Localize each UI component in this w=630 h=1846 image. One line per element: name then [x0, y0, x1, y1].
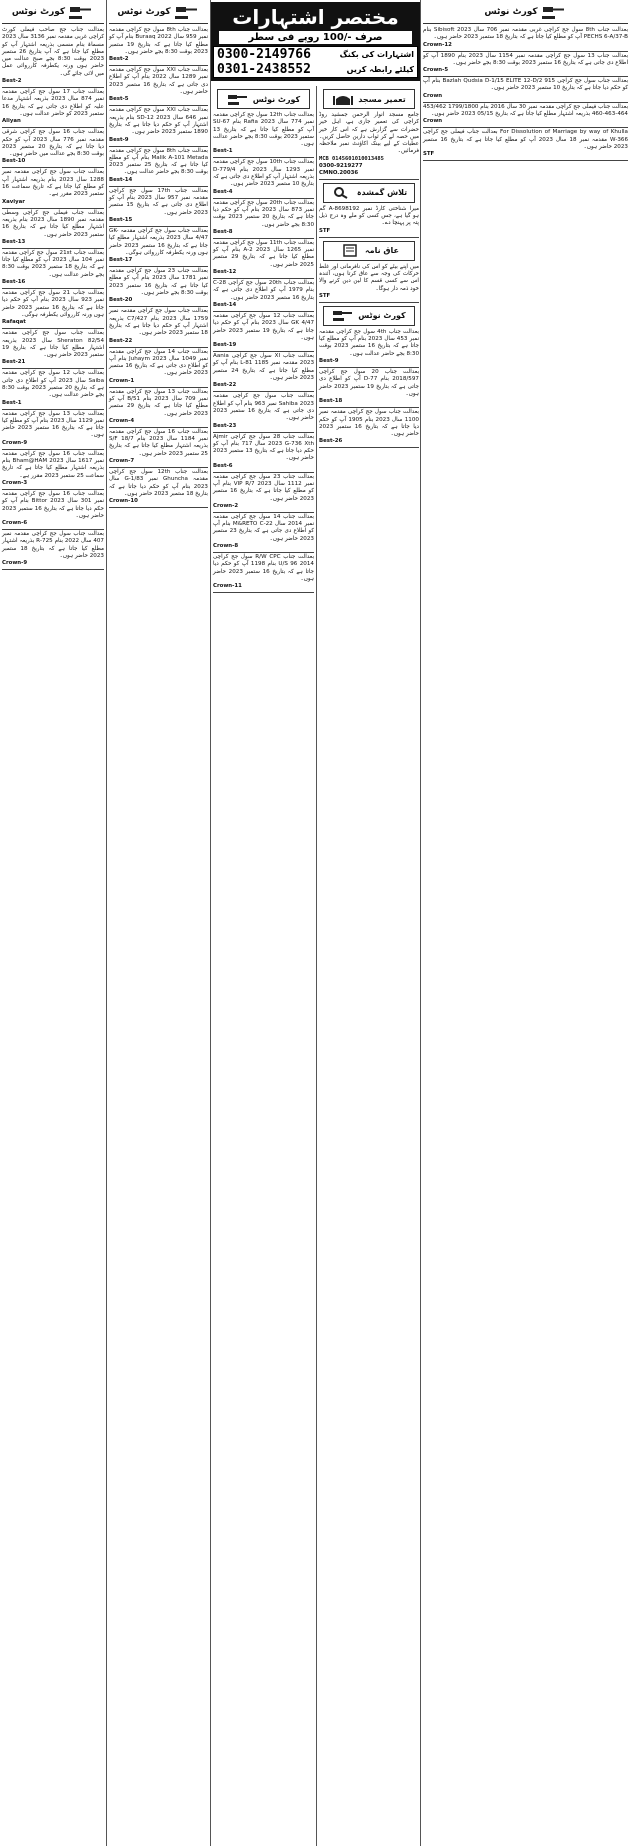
notice-text: بعدالت جناب R/W CPC سول جج کراچی U/S 96 2014 بنام 1198 آپ کو حکم دیا جاتا ہے کہ بتاریخ 16 ستمبر 2023 حاضر ہوں۔: [213, 554, 315, 582]
notice-text: بعدالت جناب 16 سول جج کراچی مقدمہ نمبر 1184 سال 2023 بنام 18/7 S/F بذریعہ اشتہار مطلع کیا جاتا ہے کہ بتاریخ 25 ستمبر 2023 حاضر ہوں۔: [109, 428, 209, 457]
gavel-icon: [227, 93, 249, 106]
notice-code: Best-17: [109, 257, 133, 264]
court-notice-ad: [2, 530, 104, 570]
notice-code: Best-9: [319, 358, 339, 365]
court-notice-header: [2, 1, 104, 24]
notice-code: Best-2: [109, 56, 129, 63]
court-notice-title: کورٹ نوٹس: [117, 7, 171, 17]
notice-text: بعدالت جناب فیملی جج کراچی مقدمہ نمبر 30 سال 2016 بنام 1799/1800 453/462 464-463-460 بذریعہ اشتہار مطلع کیا جاتا ہے کہ بتاریخ 05/15 2023 حاضر ہوں۔: [423, 103, 629, 118]
court-notice-ad: [213, 392, 314, 432]
phone-number-2: 0301-2438552: [217, 62, 311, 77]
notice-text: بعدالت جناب سول جج کراچی مقدمہ Sheraton 82/54 سال 2023 بذریعہ اشتہار مطلع کیا جاتا ہے کہ بتاریخ 19 ستمبر 2023 حاضر ہوں۔: [2, 330, 105, 359]
court-notice-ad: [319, 408, 419, 448]
gavel-icon: [332, 309, 354, 322]
court-notice-ad: [109, 468, 208, 508]
court-notice-ad: [2, 26, 104, 88]
notice-text: بعدالت جناب سول جج کراچی مقدمہ نمبر 407 سال 2022 بنام 725-R بذریعہ اشتہار مطلع کیا جاتا ہے کہ بتاریخ 18 ستمبر 2023 حاضر ہوں۔: [2, 531, 104, 560]
column-5: [420, 0, 630, 1846]
phone-row-1: [214, 47, 417, 62]
court-notice-ad: [213, 111, 314, 158]
notice-text: بعدالت جناب فیملی جج کراچی وسطی مقدمہ نمبر 1890 سال 2023 بنام بذریعہ اشتہار مطلع کیا جاتا ہے کہ بتاریخ 16 ستمبر 2023 حاضر ہوں۔: [2, 209, 104, 238]
mosque-text: جامع مسجد انوار الرحمن جمشید روڈ کراچی کی تعمیر جاری ہے، اہل خیر حضرات سے گزارش ہے کہ اس کار خیر میں حصہ لے کر ثواب دارین حاصل کریں۔ عطیات کے لیے بینک اکاؤنٹ نمبر ملاحظہ فرمائیں۔: [319, 112, 419, 155]
notice-text: بعدالت جناب 13 سول جج کراچی مقدمہ نمبر 709 سال 2023 بنام 51/B آپ کو مطلع کیا جاتا ہے کہ بتاریخ 29 ستمبر 2023 حاضر ہوں۔: [109, 388, 209, 417]
column-4: [316, 86, 420, 1846]
lost-title: تلاش گمشدہ: [356, 188, 408, 198]
court-notice-header: [217, 89, 310, 109]
court-notice-ad: [213, 199, 314, 239]
notice-text: بعدالت جناب 12th سول جج کراچی مقدمہ نمبر 774 سال 2023 Rafia بنام SU-67 آپ کو مطلع کیا جاتا ہے کہ بتاریخ 13 ستمبر 2023 بوقت 8:30 بجے حاضر عدالت ہوں۔: [213, 112, 315, 148]
court-notice-ad: [213, 433, 314, 473]
court-notice-ad: [2, 490, 104, 530]
court-notice-ad: [423, 103, 628, 129]
notice-code: Best-1: [213, 148, 233, 155]
mcb-account: MCB 0145601010013485: [319, 155, 384, 162]
notice-text: بعدالت جناب 21 سول جج کراچی مقدمہ نمبر 923 سال 2023 بنام آپ کو حکم دیا جاتا ہے کہ بتاریخ 16 ستمبر 2023 حاضر ہوں ورنہ کارروائی یکطرفہ ہوگی۔: [2, 290, 104, 318]
gavel-icon: [174, 4, 200, 20]
masthead-title: مختصر اشتہارات: [232, 5, 399, 29]
disown-title: عاق نامہ: [364, 246, 400, 256]
court-notice-ad: [109, 66, 208, 106]
notice-code: Aliyan: [2, 118, 21, 125]
notice-code: Best-13: [2, 238, 26, 245]
court-notice-ad: [2, 450, 104, 490]
court-notice-ad: [109, 106, 208, 146]
court-notice-ad: [109, 147, 208, 187]
court-notice-ad: [2, 289, 104, 329]
court-notice-ad: [319, 328, 419, 368]
notice-code: Crown-7: [109, 458, 135, 465]
mosque-phone: 0300-9219277: [319, 162, 363, 169]
notice-text: بعدالت جناب 16 سول جج کراچی مقدمہ نمبر 1617 سال 2023 Bham@HAM بنام بذریعہ اشتہار مطلع کیا جاتا ہے کہ تاریخ سماعت 25 ستمبر 2023 مقرر ہے۔: [2, 450, 105, 479]
notice-code: Best-15: [109, 216, 133, 223]
column-1: [0, 0, 106, 1846]
court-notice-ad: [423, 128, 628, 161]
notice-text: بعدالت جناب سول جج کراچی مقدمہ نمبر 1100 سال 2023 بنام 1905 آپ کو حکم دیا جاتا ہے کہ بتاریخ 16 ستمبر 2023 حاضر ہوں۔: [319, 409, 419, 438]
notice-code: Crown-9: [2, 560, 28, 567]
notice-code: Crown-2: [213, 502, 239, 509]
notice-text: بعدالت جناب 13 سول جج کراچی مقدمہ نمبر 1154 سال 2023 بنام 1890 آپ کو اطلاع دی جاتی ہے کہ بتاریخ 16 ستمبر 2023 بوقت 8:30 بجے حاضر ہوں۔: [423, 52, 629, 66]
notice-code: Crown-4: [109, 417, 135, 424]
notice-code: Best-14: [213, 301, 237, 308]
court-notice-ad: [423, 77, 628, 103]
court-notice-ad: [109, 348, 208, 388]
court-notice-ad: [2, 369, 104, 409]
document-icon: [339, 244, 361, 257]
notice-code: Best-12: [213, 269, 237, 276]
notice-code: Crown-10: [109, 498, 138, 505]
court-notice-ad: [2, 168, 104, 208]
notice-text: بعدالت جناب سول جج کراچی مقدمہ نمبر 1759 سال 2023 بنام 427/C7 بذریعہ اشتہار آپ کو حکم دیا جاتا ہے کہ بتاریخ 18 ستمبر 2023 حاضر ہوں۔: [109, 308, 209, 337]
notice-text: بعدالت جناب XXI سول جج کراچی مقدمہ نمبر 646 سال 2023 SD-12 بنام بذریعہ اشتہار آپ کو حکم دیا جاتا ہے کہ بتاریخ 1890 ستمبر 2023 حاضر ہوں۔: [109, 107, 209, 136]
notice-code: Crown-1: [109, 377, 135, 384]
notice-text: بعدالت جناب 20 سول جج کراچی 2018/597 بنام D-77 آپ کو اطلاع دی جاتی ہے کہ بتاریخ 19 ستمبر 2023 حاضر ہوں۔: [319, 369, 419, 397]
court-notice-header: [323, 306, 415, 326]
court-notice-ad: [213, 352, 314, 392]
court-notice-ad: [2, 249, 104, 289]
notice-code: Best-14: [109, 176, 133, 183]
court-notice-ad: [109, 187, 208, 227]
gavel-icon: [541, 4, 567, 20]
notice-code: Crown-3: [2, 479, 28, 486]
notice-code: Best-22: [213, 382, 237, 389]
notice-text: بعدالت جناب 28 سول جج کراچی Ajmir 2023 G-736 Xth سال 717 بنام آپ کو حکم دیا جاتا ہے کہ بتاریخ 13 ستمبر 2023 حاضر ہوں۔: [213, 433, 315, 462]
construction-header: [323, 89, 415, 109]
notice-code: Best-26: [319, 438, 343, 445]
notice-code: Best-19: [213, 342, 237, 349]
notice-code: Crown-8: [213, 543, 239, 550]
notice-code: Best-10: [2, 158, 26, 165]
gavel-icon: [68, 4, 94, 20]
court-notice-title: کورٹ نوٹس: [358, 311, 406, 321]
court-notice-title: کورٹ نوٹس: [11, 7, 66, 17]
notice-code: Best-4: [213, 188, 233, 195]
notice-code: Best-8: [213, 228, 233, 235]
court-notice-ad: [2, 88, 104, 128]
notice-text: بعدالت جناب 8th سول جج کراچی مقدمہ نمبر 959 سال 2022 Buraaq بنام آپ کو مطلع کیا جاتا ہے کہ بتاریخ 19 ستمبر 2023 بوقت 8:30 بجے حاضر ہوں۔: [109, 27, 209, 55]
phone-note-1: اشتہارات کی بکنگ: [339, 50, 414, 59]
court-notice-ad: [2, 410, 104, 450]
notice-code: Best-21: [2, 359, 26, 366]
notice-text: بعدالت جناب XXI سول جج کراچی مقدمہ نمبر 1289 سال 2022 بنام آپ کو اطلاع دی جاتی ہے کہ بتاریخ 16 ستمبر 2023 حاضر ہوں۔: [109, 67, 208, 96]
lost-text: میرا شناختی کارڈ نمبر 8698192-A گم ہو گیا ہے، جس کسی کو ملے وہ درج ذیل پتہ پر پہنچا دے۔: [319, 205, 419, 227]
column-2: [106, 0, 210, 1846]
court-notice-ad: [213, 312, 314, 352]
notice-text: For Dissolution of Marriage by way of Khulla بعدالت جناب فیملی جج کراچی W-366 مقدمہ نمبر 18 سال 2023 آپ کو مطلع کیا جاتا ہے کہ بتاریخ 16 ستمبر 2023 حاضر ہوں۔: [423, 129, 629, 150]
notice-code: Best-23: [213, 422, 237, 429]
court-notice-ad: [213, 239, 314, 279]
notice-text: بعدالت جناب 16 سول جج کراچی مقدمہ نمبر 301 سال 2023 Bittor بنام آپ کو حکم دیا جاتا ہے کہ بتاریخ 16 ستمبر 2023 حاضر ہوں۔: [2, 490, 105, 519]
court-notice-ad: [213, 158, 314, 198]
disown-header: [323, 241, 415, 261]
court-notice-ad: [423, 52, 628, 78]
notice-code: Crown-9: [2, 439, 28, 446]
notice-text: بعدالت جناب 12th سول جج کراچی مقدمہ Ghuncha نمبر G-1/83 سال 2023 بنام آپ کو حکم دیا جاتا ہے کہ بتاریخ 18 ستمبر 2023 حاضر ہوں۔: [109, 469, 208, 497]
notice-text: بعدالت جناب 13 سول جج کراچی مقدمہ نمبر 1129 سال 2023 بنام آپ کو مطلع کیا جاتا ہے کہ بتاریخ 16 ستمبر 2023 حاضر ہوں۔: [1, 410, 104, 439]
court-notice-title: کورٹ نوٹس: [252, 94, 301, 104]
court-notice-ad: [213, 553, 314, 593]
notice-text: بعدالت جناب 20th سول جج کراچی مقدمہ نمبر 873 سال 2023 بنام آپ کو حکم دیا جاتا ہے کہ بتاریخ 20 ستمبر 2023 بوقت 8:30 بجے حاضر ہوں۔: [213, 199, 314, 228]
court-notice-ad: [213, 279, 314, 312]
notice-code: Best-20: [109, 297, 133, 304]
court-notice-ad: [109, 227, 208, 267]
notice-text: بعدالت جناب سول جج کراچی مقدمہ نمبر 1288 سال 2023 بنام بذریعہ اشتہار آپ کو مطلع کیا جاتا ہے کہ تاریخ سماعت 16 ستمبر 2023 مقرر ہے۔: [2, 169, 104, 198]
notice-code: Best-22: [109, 337, 133, 344]
notice-text: بعدالت جناب 12 سول جج کراچی مقدمہ Saiba سال 2023 آپ کو اطلاع دی جاتی ہے کہ بتاریخ 20 ستمبر 2023 بوقت 8:30 بجے حاضر عدالت ہوں۔: [2, 370, 104, 399]
phone-note-2: کیلئے رابطہ کریں: [346, 65, 414, 74]
court-notice-header: [109, 1, 208, 24]
construction-title: تعمیر مسجد: [358, 94, 406, 104]
notice-text: بعدالت جناب 14 سول جج کراچی مقدمہ نمبر 1049 سال 2023 Juhaym بنام آپ کو اطلاع دی جاتی ہے کہ بتاریخ 16 ستمبر 2023 حاضر ہوں۔: [109, 348, 209, 377]
notice-text: بعدالت جناب 20th سول جج کراچی C-28 بنام 1979 آپ کو اطلاع دی جاتی ہے کہ بتاریخ 16 ستمبر 2023 حاضر ہوں۔: [213, 280, 314, 301]
notice-code: Xaviyar: [2, 198, 25, 205]
notice-code: Crown-12: [423, 41, 452, 48]
lost-header: [323, 183, 415, 203]
notice-text: بعدالت جناب 8th سول جج کراچی غربی مقدمہ نمبر 706 سال 2023 Sibisoft بنام PECHS 6-A/37-B آپ کو مطلع کیا جاتا ہے کہ بتاریخ 18 ستمبر 2023 حاضر ہوں۔: [423, 27, 628, 41]
lost-code: STF: [319, 227, 331, 234]
court-notice-ad: [109, 26, 208, 66]
masthead-rate: صرف -/100 روپے فی سطر: [219, 31, 412, 44]
court-notice-ad: [109, 388, 208, 428]
lost-cnic-ad: [319, 205, 419, 238]
notice-text: بعدالت جناب 4th سول جج کراچی مقدمہ نمبر 453 سال 2023 بنام آپ کو مطلع کیا جاتا ہے کہ بتاریخ 16 ستمبر 2023 بوقت 8:30 بجے حاضر عدالت ہوں۔: [319, 328, 420, 357]
notice-text: بعدالت جناب XI سول جج کراچی Aania 2023 مقدمہ نمبر 1185 L-81 بنام آپ کو مطلع کیا جاتا ہے کہ بتاریخ 24 ستمبر 2023 حاضر ہوں۔: [213, 353, 315, 382]
notice-code: Crown-11: [213, 583, 242, 590]
court-notice-ad: [213, 473, 314, 513]
notice-text: بعدالت جناب جج صاحب فیملی کورٹ کراچی غربی مقدمہ نمبر 3136 سال 2023 مسماۃ بنام مسمی بذریعہ اشتہار آپ کو مطلع کیا جاتا ہے کہ آپ بتاریخ 26 ستمبر 2023 بوقت 8:30 بجے صبح عدالت میں حاضر ہوں ورنہ یکطرفہ کارروائی عمل میں لائی جائے گی۔: [2, 27, 105, 77]
court-notice-ad: [319, 368, 419, 408]
notice-code: Best-18: [319, 398, 343, 405]
notice-code: STF: [423, 151, 435, 158]
court-notice-ad: [2, 209, 104, 249]
notice-text: بعدالت جناب سول جج کراچی 915 Bazlah Qudsia D-1/15 ELITE 12-D/2 بنام آپ کو حکم دیا جاتا ہے کہ بتاریخ 10 ستمبر 2023 حاضر ہوں۔: [423, 78, 629, 92]
notice-text: بعدالت جناب 14 سول جج کراچی مقدمہ نمبر 2014 سال M&RETO C-22 بنام آپ کو اطلاع دی جاتی ہے کہ بتاریخ 23 ستمبر 2023 حاضر ہوں۔: [213, 513, 315, 542]
center-block: [210, 0, 420, 1846]
notice-text: بعدالت جناب 17th سول جج کراچی مقدمہ نمبر 957 سال 2023 بنام آپ کو اطلاع دی جاتی ہے کہ بتاریخ 15 ستمبر 2023 حاضر ہوں۔: [109, 187, 208, 216]
notice-code: Best-16: [2, 279, 26, 286]
notice-code: Rafaqat: [2, 319, 26, 326]
disown-ad: [319, 263, 419, 303]
notice-text: بعدالت جناب 10th سول جج کراچی مقدمہ نمبر 1293 سال 2023 بنام 779/4-D بذریعہ اشتہار آپ کو اطلاع دی جاتی ہے کہ بتاریخ 10 ستمبر 2023 حاضر ہوں۔: [213, 159, 315, 188]
mosque-construction-ad: [319, 111, 419, 180]
notice-code: Best-6: [213, 462, 233, 469]
mosque-code: CMNO.20036: [319, 169, 359, 176]
notice-code: Best-2: [2, 78, 22, 85]
mosque-icon: [332, 93, 354, 106]
notice-text: بعدالت جناب 23 سول جج کراچی مقدمہ نمبر 1781 سال 2023 بنام آپ کو مطلع کیا جاتا ہے کہ بتاریخ 16 ستمبر 2023 بوقت 8:30 بجے حاضر ہوں۔: [109, 268, 209, 297]
notice-text: بعدالت جناب 17 سول جج کراچی مقدمہ نمبر 874 سال 2023 بذریعہ اشتہار مدعا علیہ کو اطلاع دی جاتی ہے کہ بتاریخ 16 ستمبر 2023 کو حاضر عدالت ہوں۔: [2, 89, 104, 117]
notice-text: بعدالت جناب 23 سول جج کراچی مقدمہ نمبر 1112 سال 2023 VIP R/7 بنام آپ کو مطلع کیا جاتا ہے کہ بتاریخ 16 ستمبر 2023 حاضر ہوں۔: [213, 473, 315, 502]
masthead: [211, 2, 420, 81]
court-notice-header: [423, 1, 628, 24]
notice-code: Crown-6: [2, 520, 28, 527]
court-notice-ad: [109, 428, 208, 468]
notice-text: بعدالت جناب سول جج کراچی مقدمہ GK-4/47 سال 2023 بذریعہ اشتہار مطلع کیا جاتا ہے کہ بتاریخ 16 ستمبر 2023 حاضر ہوں ورنہ یکطرفہ کارروائی ہوگی۔: [109, 227, 208, 256]
notice-text: بعدالت جناب 8th سول جج کراچی مقدمہ Malik A-101 Metada بنام آپ کو مطلع کیا جاتا ہے کہ بتاریخ 25 ستمبر 2023 بوقت 8:30 بجے حاضر عدالت ہوں۔: [109, 147, 208, 176]
disown-text: میں اپنے بیٹے کو اس کی نافرمانی اور غلط حرکات کی وجہ سے عاق کرتا ہوں، آئندہ اس سے کسی قسم کا لین دین کرنے والا خود ذمہ دار ہوگا۔: [319, 263, 419, 292]
notice-text: بعدالت جناب 11th سول جج کراچی مقدمہ نمبر 1265 سال 2023 A-2 بنام آپ کو مطلع کیا جاتا ہے کہ بتاریخ 29 ستمبر 2025 حاضر ہوں۔: [213, 239, 314, 268]
notice-text: بعدالت جناب سول جج کراچی مقدمہ Sahiba 2023 نمبر 963 بنام آپ کو اطلاع دی جاتی ہے کہ بتاریخ 16 ستمبر 2023 حاضر ہوں۔: [213, 393, 314, 422]
booking-phones: [213, 46, 418, 78]
notice-code: Crown: [423, 118, 443, 125]
notice-code: Best-9: [109, 136, 129, 143]
notice-code: Crown-5: [423, 67, 449, 74]
court-notice-title: کورٹ نوٹس: [484, 7, 538, 17]
notice-text: بعدالت جناب 12 سول جج کراچی مقدمہ GK 4/47 سال 2023 بنام آپ کو حکم دیا جاتا ہے کہ بتاریخ 19 ستمبر 2023 حاضر ہوں۔: [213, 312, 315, 341]
phone-number-1: 0300-2149766: [217, 47, 311, 62]
notice-code: Best-1: [2, 399, 22, 406]
disown-code: STF: [319, 292, 331, 299]
notice-code: Best-5: [109, 96, 129, 103]
court-notice-ad: [2, 329, 104, 369]
notice-code: Crown: [423, 92, 443, 99]
court-notice-ad: [213, 513, 314, 553]
notice-text: بعدالت جناب 16 سول جج کراچی شرقی مقدمہ نمبر 776 سال 2023 آپ کو حکم دیا جاتا ہے کہ بتاریخ 20 ستمبر 2023 بوقت 8:30 بجے عدالت میں حاضر ہوں۔: [2, 129, 104, 158]
court-notice-ad: [423, 26, 628, 52]
search-icon: [331, 186, 353, 199]
notice-text: بعدالت جناب 21st سول جج کراچی مقدمہ نمبر 104 سال 2023 آپ کو مطلع کیا جاتا ہے کہ بتاریخ 18 ستمبر 2023 بوقت 8:30 بجے حاضر عدالت ہوں۔: [2, 249, 105, 278]
court-notice-ad: [109, 307, 208, 347]
column-3: [211, 86, 316, 1846]
court-notice-ad: [2, 128, 104, 168]
phone-row-2: [214, 62, 417, 77]
court-notice-ad: [109, 267, 208, 307]
